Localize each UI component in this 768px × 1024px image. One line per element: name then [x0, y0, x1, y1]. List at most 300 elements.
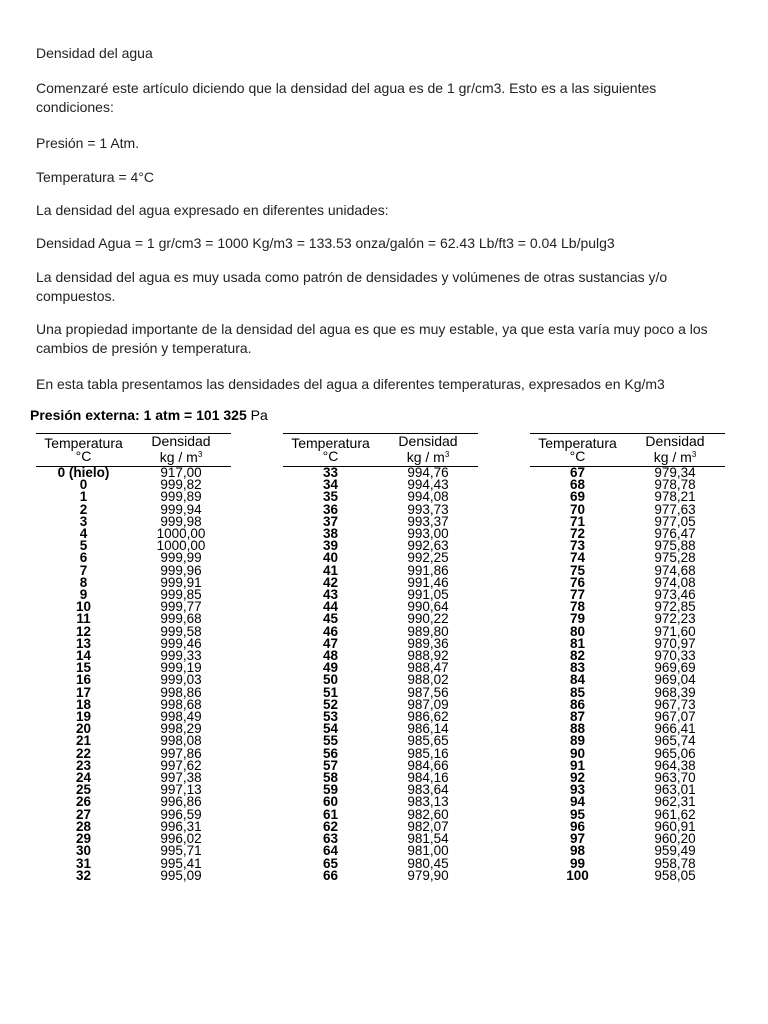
- density-cell: 965,74: [654, 733, 696, 749]
- density-cell: 971,60: [654, 623, 696, 639]
- table-row: [36, 674, 231, 686]
- table-row: [283, 565, 478, 577]
- table-row: [36, 870, 231, 882]
- density-cell: 991,86: [407, 562, 449, 578]
- table-row: [530, 674, 725, 686]
- table-row: [530, 613, 725, 625]
- density-cell: 982,07: [407, 818, 449, 834]
- table-row: [530, 601, 725, 613]
- temperature-cell: 4: [79, 526, 88, 542]
- table-row: [36, 687, 231, 699]
- density-cell: 999,03: [160, 672, 202, 688]
- table-header-row: [283, 434, 478, 467]
- density-cell: 970,33: [654, 648, 696, 664]
- temperature-cell: 52: [322, 696, 339, 712]
- temperature-cell: 53: [322, 709, 339, 725]
- temperature-cell: 98: [569, 843, 586, 859]
- temperature-cell: 59: [322, 782, 339, 798]
- table-row: [530, 504, 725, 516]
- density-cell: 998,29: [160, 721, 202, 737]
- density-header-title: Densidad: [151, 433, 211, 449]
- temperature-cell: 48: [322, 648, 339, 664]
- temperature-header-title: Temperatura: [538, 434, 617, 451]
- density-cell: 995,71: [160, 843, 202, 859]
- temperature-cell: 33: [322, 465, 339, 480]
- temperature-header-title: Temperatura: [291, 434, 370, 451]
- density-cell: 988,92: [407, 648, 449, 664]
- density-cell: 998,86: [160, 684, 202, 700]
- temperature-cell: 13: [75, 635, 92, 651]
- temperature-cell: 64: [322, 843, 339, 859]
- density-cell: 959,49: [654, 843, 696, 859]
- temperature-cell: 100: [566, 867, 589, 883]
- density-header: [131, 434, 231, 467]
- table-row: [36, 711, 231, 723]
- density-cell: 969,04: [654, 672, 696, 688]
- density-table-2: [283, 433, 478, 882]
- table-row: [36, 601, 231, 613]
- table-row: [530, 870, 725, 882]
- usage-paragraph: La densidad del agua es muy usada como patrón de densidades y volúmenes de otras sustancias y/o compuestos.: [36, 269, 668, 304]
- density-cell: 997,38: [160, 770, 202, 786]
- density-cell: 960,20: [654, 831, 696, 847]
- density-cell: 958,78: [654, 855, 696, 871]
- temperature-cell: 54: [322, 721, 339, 737]
- density-cell: 999,58: [160, 623, 202, 639]
- density-cell: 993,73: [407, 501, 449, 517]
- density-header-title: Densidad: [398, 433, 458, 449]
- table-row: [36, 809, 231, 821]
- table-row: [530, 577, 725, 589]
- temperature-cell: 7: [79, 562, 88, 578]
- article-title: Densidad del agua: [36, 45, 153, 61]
- table-row: [283, 662, 478, 674]
- temperature-header-unit: °C: [75, 447, 92, 464]
- temperature-cell: 2: [79, 501, 88, 517]
- density-cell: 970,97: [654, 635, 696, 651]
- density-cell: 999,77: [160, 599, 202, 615]
- density-cell: 999,46: [160, 635, 202, 651]
- density-cell: 991,05: [407, 587, 449, 603]
- temperature-cell: 42: [322, 574, 339, 590]
- temperature-cell: 11: [76, 611, 91, 627]
- temperature-cell: 94: [569, 794, 586, 810]
- table-row: [36, 833, 231, 845]
- table-row: [36, 772, 231, 784]
- temperature-cell: 35: [322, 489, 339, 505]
- density-cell: 997,62: [160, 757, 202, 773]
- temperature-cell: 14: [75, 648, 92, 664]
- temperature-cell: 19: [75, 709, 92, 725]
- table-row: [530, 552, 725, 564]
- density-cell: 974,68: [654, 562, 696, 578]
- density-cell: 972,85: [654, 599, 696, 615]
- table-row: [530, 796, 725, 808]
- density-cell: 999,33: [160, 648, 202, 664]
- density-header-unit-exponent: 3: [197, 450, 203, 459]
- table-row: [283, 601, 478, 613]
- density-header-unit: kg / m: [159, 449, 198, 465]
- table-row: [36, 479, 231, 491]
- temperature-cell: 97: [569, 831, 586, 847]
- table-row: [36, 589, 231, 601]
- temperature-cell: 32: [75, 867, 92, 883]
- temperature-cell: 99: [569, 855, 586, 871]
- density-cell: 978,21: [654, 489, 696, 505]
- temperature-cell: 26: [75, 794, 92, 810]
- density-cell: 967,73: [654, 696, 696, 712]
- temperature-cell: 74: [569, 550, 586, 566]
- density-cell: 978,78: [654, 477, 696, 493]
- table-row: [36, 748, 231, 760]
- temperature-cell: 58: [322, 770, 339, 786]
- density-cell: 980,45: [407, 855, 449, 871]
- table-row: [530, 748, 725, 760]
- temperature-header: [36, 434, 131, 467]
- density-cell: 994,76: [407, 465, 449, 480]
- density-cell: 963,01: [654, 782, 696, 798]
- temperature-cell: 45: [322, 611, 339, 627]
- temperature-cell: 62: [322, 818, 339, 834]
- density-cell: 996,31: [160, 818, 202, 834]
- table-intro: En esta tabla presentamos las densidades del agua a diferentes temperaturas, expresados en Kg/m3: [36, 376, 665, 392]
- table-row: [530, 735, 725, 747]
- temperature-condition: Temperatura = 4°C: [36, 169, 155, 185]
- temperature-cell: 56: [322, 745, 339, 761]
- density-cell: 999,96: [160, 562, 202, 578]
- temperature-cell: 37: [322, 513, 339, 529]
- temperature-cell: 75: [569, 562, 586, 578]
- table-row: [530, 711, 725, 723]
- density-cell: 996,59: [160, 806, 202, 822]
- temperature-cell: 67: [569, 465, 586, 480]
- temperature-cell: 5: [79, 538, 88, 554]
- density-cell: 976,47: [654, 526, 696, 542]
- density-cell: 968,39: [654, 684, 696, 700]
- density-cell: 986,62: [407, 709, 449, 725]
- table-row: [283, 626, 478, 638]
- temperature-cell: 77: [569, 587, 586, 603]
- density-cell: 999,82: [160, 477, 202, 493]
- temperature-cell: 61: [322, 806, 339, 822]
- table-caption-text: Presión externa: 1 atm = 101 325: [30, 407, 247, 423]
- table-row: [283, 858, 478, 870]
- temperature-cell: 95: [569, 806, 586, 822]
- temperature-cell: 21: [75, 733, 92, 749]
- density-cell: 994,08: [407, 489, 449, 505]
- table-row: [283, 613, 478, 625]
- temperature-cell: 73: [569, 538, 586, 554]
- table-row: [283, 638, 478, 650]
- table-row: [530, 638, 725, 650]
- table-row: [36, 504, 231, 516]
- temperature-cell: 66: [322, 867, 339, 883]
- density-cell: 983,64: [407, 782, 449, 798]
- table-row: [36, 760, 231, 772]
- temperature-cell: 0: [79, 477, 88, 493]
- table-row: [36, 552, 231, 564]
- density-cell: 997,86: [160, 745, 202, 761]
- density-cell: 974,08: [654, 574, 696, 590]
- table-row: [530, 650, 725, 662]
- table-caption-unit: Pa: [250, 407, 268, 423]
- temperature-cell: 3: [79, 513, 88, 529]
- temperature-cell: 6: [79, 550, 88, 566]
- density-cell: 999,89: [160, 489, 202, 505]
- temperature-cell: 50: [322, 672, 339, 688]
- table-row: [530, 467, 725, 480]
- density-header-unit-exponent: 3: [691, 450, 697, 459]
- temperature-cell: 25: [75, 782, 92, 798]
- table-row: [36, 565, 231, 577]
- temperature-cell: 10: [75, 599, 92, 615]
- table-row: [36, 735, 231, 747]
- temperature-cell: 22: [75, 745, 92, 761]
- density-cell: 998,08: [160, 733, 202, 749]
- temperature-cell: 68: [569, 477, 586, 493]
- table-row: [283, 674, 478, 686]
- temperature-cell: 41: [322, 562, 339, 578]
- density-cell: 981,00: [407, 843, 449, 859]
- density-cell: 972,23: [654, 611, 696, 627]
- temperature-cell: 17: [75, 684, 92, 700]
- temperature-cell: 9: [79, 587, 88, 603]
- temperature-cell: 76: [569, 574, 586, 590]
- density-cell: 963,70: [654, 770, 696, 786]
- temperature-cell: 38: [322, 526, 339, 542]
- temperature-cell: 0 (hielo): [57, 465, 110, 480]
- table-header-row: [36, 434, 231, 467]
- temperature-cell: 31: [75, 855, 92, 871]
- temperature-cell: 81: [569, 635, 586, 651]
- table-row: [36, 613, 231, 625]
- density-cell: 975,28: [654, 550, 696, 566]
- density-cell: 973,46: [654, 587, 696, 603]
- density-cell: 1000,00: [156, 526, 206, 542]
- temperature-cell: 70: [569, 501, 586, 517]
- density-cell: 999,68: [160, 611, 202, 627]
- density-cell: 997,13: [160, 782, 202, 798]
- temperature-cell: 63: [322, 831, 339, 847]
- temperature-cell: 12: [75, 623, 92, 639]
- table-row: [283, 491, 478, 503]
- table-row: [283, 479, 478, 491]
- density-cell: 982,60: [407, 806, 449, 822]
- density-cell: 964,38: [654, 757, 696, 773]
- density-cell: 992,25: [407, 550, 449, 566]
- temperature-cell: 1: [79, 489, 88, 505]
- density-cell: 975,88: [654, 538, 696, 554]
- table-row: [36, 540, 231, 552]
- density-cell: 917,00: [160, 465, 202, 480]
- density-cell: 996,86: [160, 794, 202, 810]
- temperature-cell: 18: [75, 696, 92, 712]
- density-cell: 988,02: [407, 672, 449, 688]
- temperature-cell: 55: [322, 733, 339, 749]
- table-row: [36, 796, 231, 808]
- density-table-body: [530, 467, 725, 882]
- density-cell: 986,14: [407, 721, 449, 737]
- temperature-cell: 93: [569, 782, 586, 798]
- temperature-cell: 60: [322, 794, 339, 810]
- table-row: [283, 760, 478, 772]
- table-row: [36, 858, 231, 870]
- temperature-cell: 90: [569, 745, 586, 761]
- table-row: [530, 833, 725, 845]
- density-cell: 977,63: [654, 501, 696, 517]
- intro-paragraph: Comenzaré este artículo diciendo que la densidad del agua es de 1 gr/cm3. Esto es a las siguientes condiciones:: [36, 80, 657, 115]
- temperature-cell: 28: [75, 818, 92, 834]
- density-cell: 987,56: [407, 684, 449, 700]
- temperature-cell: 72: [569, 526, 586, 542]
- temperature-cell: 84: [569, 672, 586, 688]
- density-cell: 969,69: [654, 660, 696, 676]
- table-row: [530, 565, 725, 577]
- density-table-3: [530, 433, 725, 882]
- table-row: [530, 858, 725, 870]
- table-caption: [30, 407, 268, 423]
- temperature-cell: 91: [569, 757, 586, 773]
- table-row: [283, 540, 478, 552]
- temperature-cell: 71: [569, 513, 586, 529]
- temperature-cell: 30: [75, 843, 92, 859]
- density-cell: 981,54: [407, 831, 449, 847]
- density-header-title: Densidad: [645, 433, 705, 449]
- temperature-cell: 27: [75, 806, 92, 822]
- temperature-cell: 20: [75, 721, 92, 737]
- density-cell: 987,09: [407, 696, 449, 712]
- density-cell: 995,41: [160, 855, 202, 871]
- temperature-cell: 8: [79, 574, 88, 590]
- density-cell: 999,94: [160, 501, 202, 517]
- temperature-cell: 88: [569, 721, 586, 737]
- density-cell: 985,65: [407, 733, 449, 749]
- temperature-header-unit: °C: [569, 447, 586, 464]
- temperature-header: [530, 434, 625, 467]
- temperature-cell: 69: [569, 489, 586, 505]
- density-cell: 999,85: [160, 587, 202, 603]
- temperature-cell: 29: [75, 831, 92, 847]
- table-row: [530, 589, 725, 601]
- temperature-cell: 89: [569, 733, 586, 749]
- table-row: [36, 626, 231, 638]
- density-cell: 992,63: [407, 538, 449, 554]
- temperature-cell: 83: [569, 660, 586, 676]
- table-row: [530, 479, 725, 491]
- density-cell: 994,43: [407, 477, 449, 493]
- table-row: [283, 809, 478, 821]
- table-row: [530, 821, 725, 833]
- temperature-cell: 39: [322, 538, 339, 554]
- density-cell: 995,09: [160, 867, 202, 883]
- table-row: [283, 833, 478, 845]
- temperature-cell: 65: [322, 855, 339, 871]
- temperature-cell: 57: [322, 757, 339, 773]
- density-header: [625, 434, 725, 467]
- temperature-header-title: Temperatura: [44, 434, 123, 451]
- table-row: [530, 626, 725, 638]
- density-cell: 979,90: [407, 867, 449, 883]
- temperature-cell: 87: [569, 709, 586, 725]
- table-row: [283, 687, 478, 699]
- table-row: [283, 577, 478, 589]
- units-line: Densidad Agua = 1 gr/cm3 = 1000 Kg/m3 = 133.53 onza/galón = 62.43 Lb/ft3 = 0.04 Lb/pulg3: [36, 235, 615, 251]
- density-cell: 983,13: [407, 794, 449, 810]
- density-cell: 962,31: [654, 794, 696, 810]
- table-row: [36, 784, 231, 796]
- density-cell: 965,06: [654, 745, 696, 761]
- density-table-body: [283, 467, 478, 882]
- density-cell: 999,19: [160, 660, 202, 676]
- temperature-cell: 78: [569, 599, 586, 615]
- table-row: [530, 760, 725, 772]
- table-row: [283, 796, 478, 808]
- density-cell: 960,91: [654, 818, 696, 834]
- table-row: [36, 467, 231, 480]
- table-row: [36, 699, 231, 711]
- temperature-header: [283, 434, 378, 467]
- density-cell: 990,22: [407, 611, 449, 627]
- density-cell: 999,99: [160, 550, 202, 566]
- density-cell: 961,62: [654, 806, 696, 822]
- temperature-header-unit: °C: [322, 447, 339, 464]
- pressure-condition: Presión = 1 Atm.: [36, 135, 140, 151]
- table-row: [36, 723, 231, 735]
- density-cell: 985,16: [407, 745, 449, 761]
- density-cell: 999,91: [160, 574, 202, 590]
- density-cell: 990,64: [407, 599, 449, 615]
- density-header: [378, 434, 478, 467]
- density-cell: 967,07: [654, 709, 696, 725]
- temperature-cell: 80: [569, 623, 586, 639]
- temperature-cell: 51: [322, 684, 339, 700]
- density-cell: 966,41: [654, 721, 696, 737]
- table-row: [530, 516, 725, 528]
- temperature-cell: 82: [569, 648, 586, 664]
- density-table-1: [36, 433, 231, 882]
- table-row: [530, 528, 725, 540]
- table-row: [530, 491, 725, 503]
- temperature-cell: 96: [569, 818, 586, 834]
- density-cell: 979,34: [654, 465, 696, 480]
- table-row: [283, 784, 478, 796]
- temperature-cell: 40: [322, 550, 339, 566]
- density-cell: 977,05: [654, 513, 696, 529]
- table-row: [530, 772, 725, 784]
- table-row: [283, 528, 478, 540]
- temperature-cell: 86: [569, 696, 586, 712]
- table-row: [283, 504, 478, 516]
- temperature-cell: 23: [75, 757, 92, 773]
- table-header-row: [530, 434, 725, 467]
- table-row: [530, 784, 725, 796]
- temperature-cell: 43: [322, 587, 339, 603]
- table-row: [530, 699, 725, 711]
- density-table-body: [36, 467, 231, 882]
- density-cell: 989,36: [407, 635, 449, 651]
- table-row: [36, 638, 231, 650]
- table-row: [283, 467, 478, 480]
- density-cell: 989,80: [407, 623, 449, 639]
- density-cell: 999,98: [160, 513, 202, 529]
- table-row: [283, 516, 478, 528]
- density-cell: 996,02: [160, 831, 202, 847]
- table-row: [530, 687, 725, 699]
- table-row: [36, 845, 231, 857]
- table-row: [283, 723, 478, 735]
- units-intro: La densidad del agua expresado en diferentes unidades:: [36, 202, 389, 218]
- temperature-cell: 16: [75, 672, 92, 688]
